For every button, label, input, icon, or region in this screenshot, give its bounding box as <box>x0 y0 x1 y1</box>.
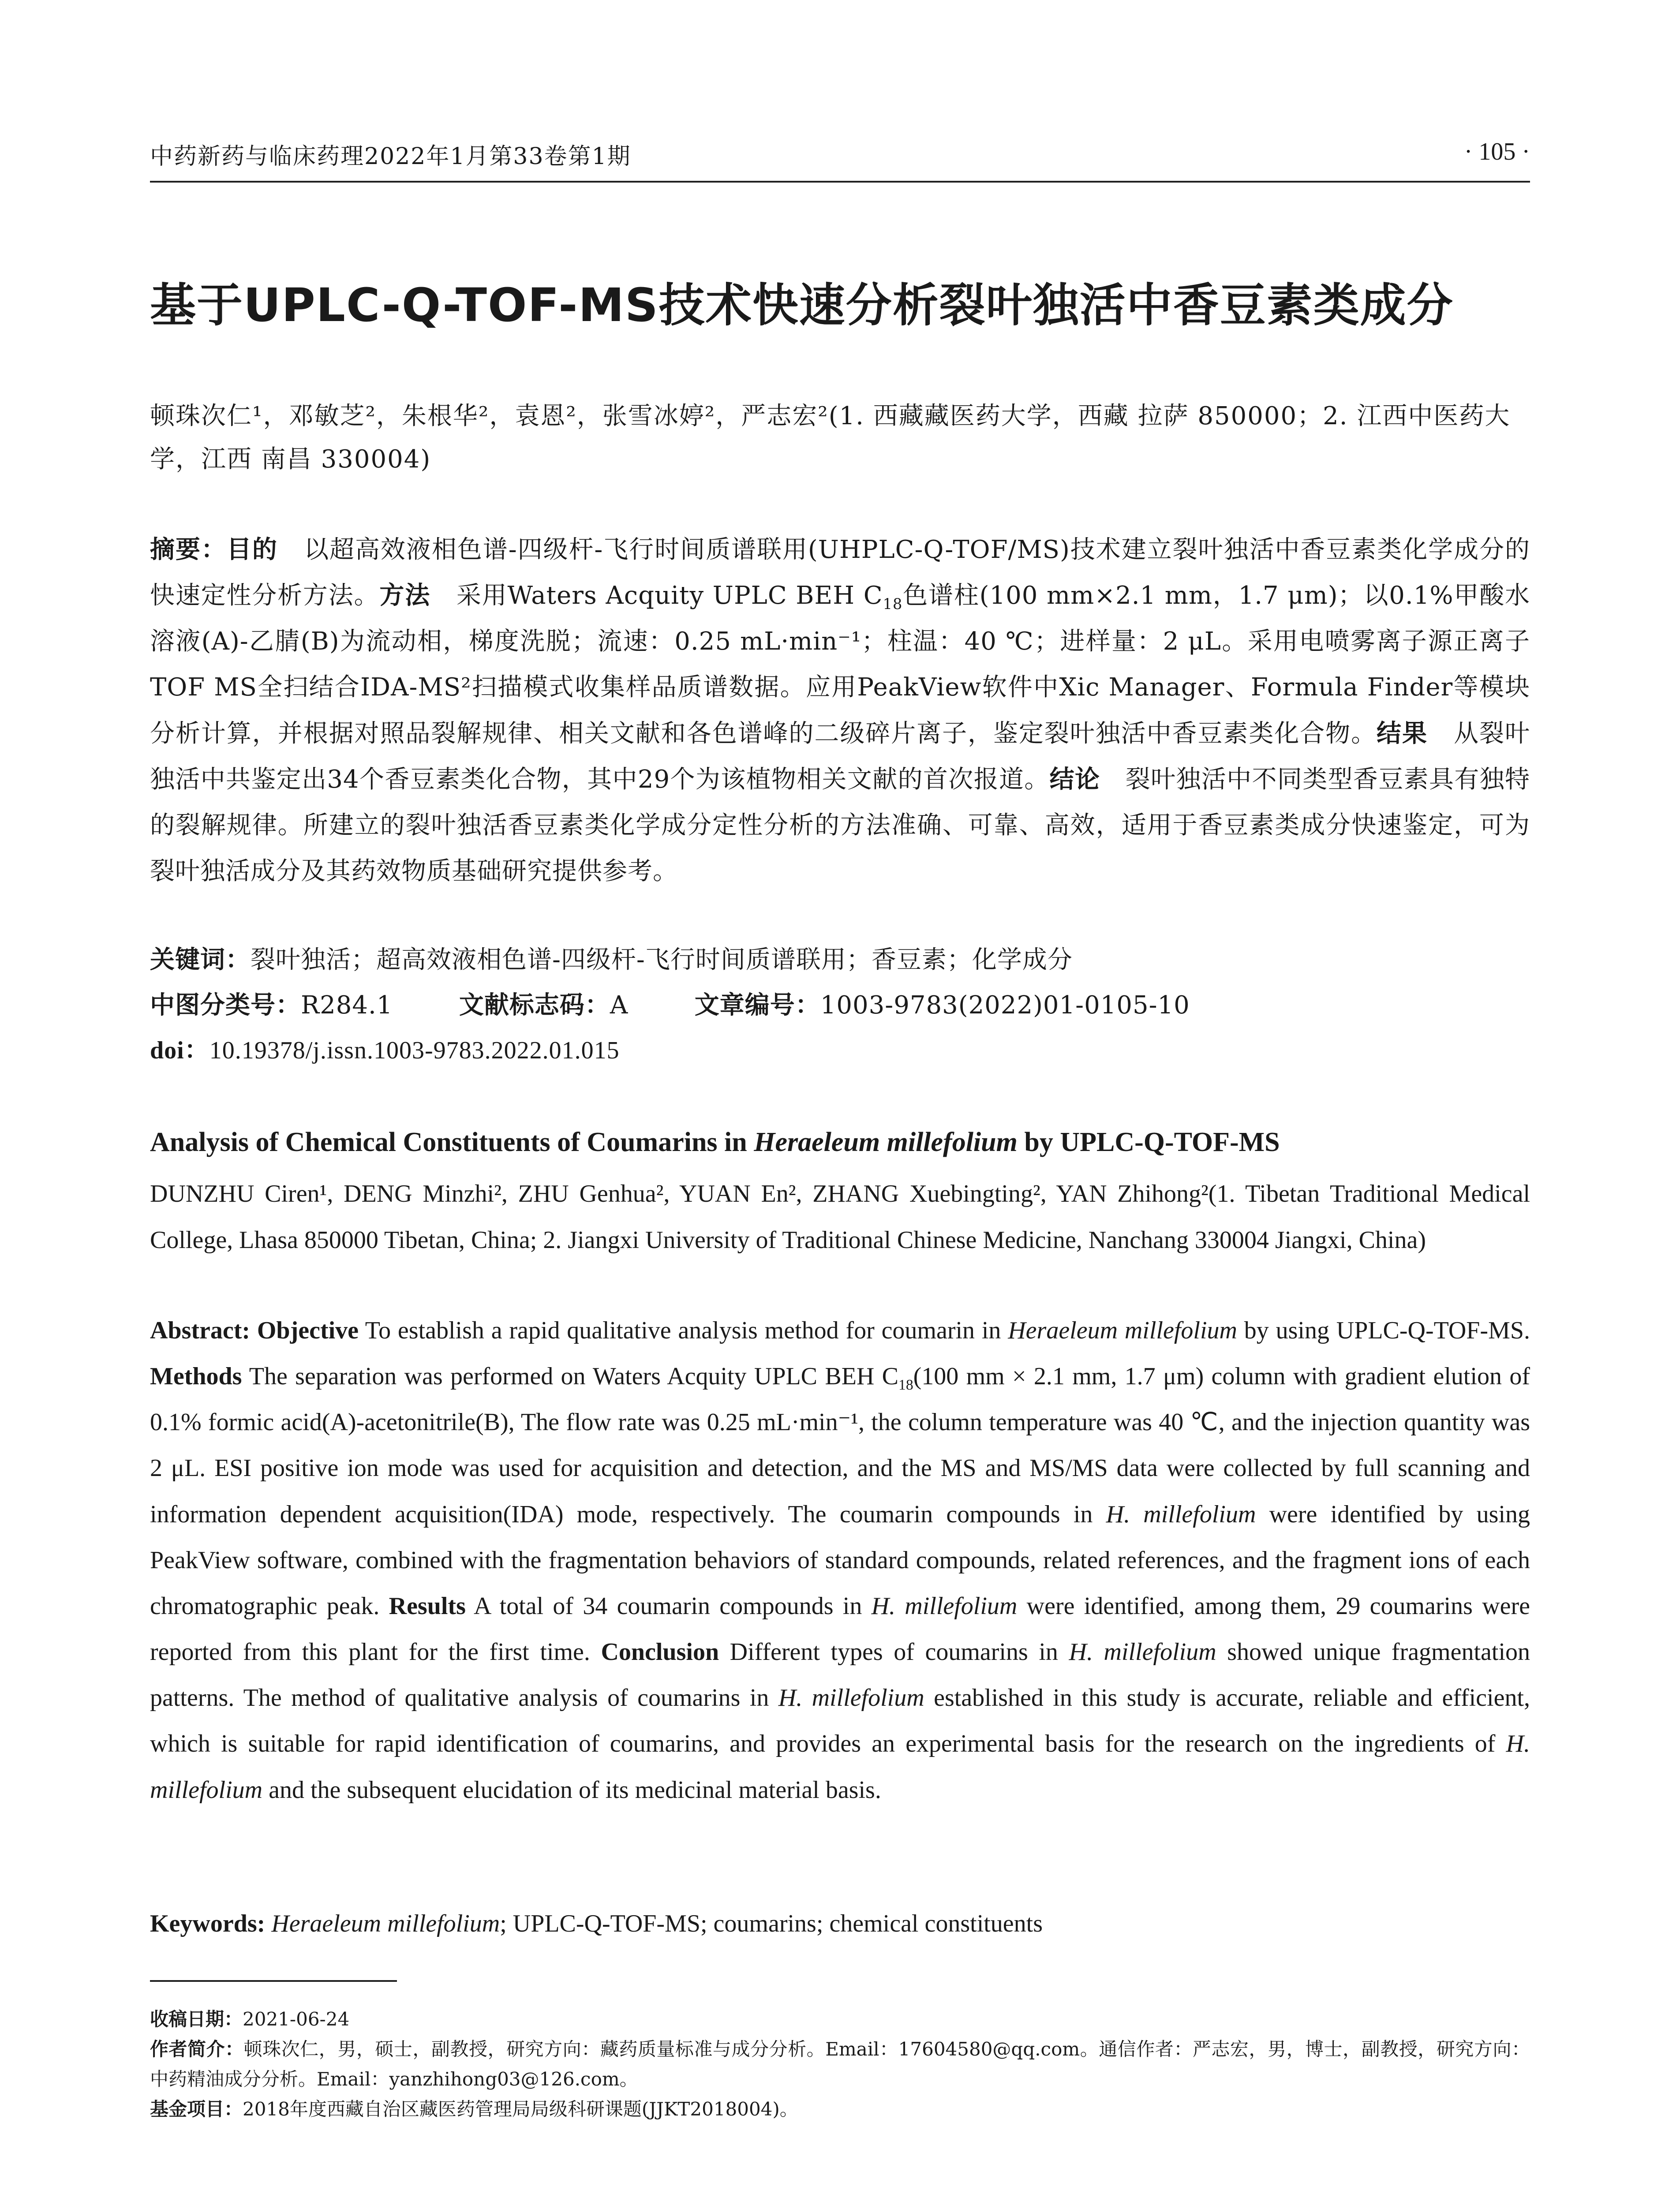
en-keywords-species: Heraeleum millefolium <box>271 1910 500 1937</box>
english-keywords <box>150 1910 1530 1938</box>
clc-value: R284.1 <box>301 991 393 1020</box>
en-keywords-label: Keywords: <box>150 1910 266 1937</box>
english-abstract <box>150 1308 1530 1813</box>
en-species-short-2: H. millefolium <box>871 1592 1018 1620</box>
author-bio-label: 作者简介： <box>150 2038 244 2060</box>
keywords-text: 裂叶独活；超高效液相色谱-四级杆-飞行时间质谱联用；香豆素；化学成分 <box>251 946 1073 974</box>
en-methods-3: were identified by using PeakView software, combined with the fragmentation behaviors of standard compounds, related references, and the fragment ions of each chromatographic peak. <box>150 1500 1530 1620</box>
clc-label: 中图分类号： <box>150 991 301 1020</box>
doi-value[interactable]: 10.19378/j.issn.1003-9783.2022.01.015 <box>209 1037 620 1064</box>
en-conclusion-4: and the subsequent elucidation of its medicinal material basis. <box>262 1776 881 1804</box>
keywords-cn <box>150 937 1530 983</box>
methods-subscript: 18 <box>883 595 903 613</box>
footnotes <box>150 2004 1530 2124</box>
en-conclusion-3: established in this study is accurate, reliable and efficient, which is suitable for rapid identification of coumarins, and provides an experimental basis for the research on the ingredients of <box>150 1684 1530 1758</box>
en-keywords-rest: ; UPLC-Q-TOF-MS; coumarins; chemical constituents <box>500 1910 1043 1937</box>
en-species-1: Heraeleum millefolium <box>1008 1317 1237 1344</box>
doi-label: doi： <box>150 1037 210 1064</box>
english-title-species: Heraeleum millefolium <box>754 1127 1018 1157</box>
paper-title: 基于UPLC-Q-TOF-MS技术快速分析裂叶独活中香豆素类成分 <box>150 278 1454 332</box>
english-title-pre: Analysis of Chemical Constituents of Coumarins in <box>150 1127 754 1157</box>
authors-cn: 顿珠次仁¹，邓敏芝²，朱根华²，袁恩²，张雪冰婷²，严志宏²(1. 西藏藏医药大学，西藏 拉萨 850000；2. 江西中医药大学，江西 南昌 330004) <box>150 402 1511 474</box>
classification-line <box>150 983 1530 1028</box>
abstract-label: 摘要： <box>150 535 227 564</box>
objective-text: 以超高效液相色谱-四级杆-飞行时间质谱联用(UHPLC-Q-TOF/MS)技术建立裂叶独活中香豆素类化学成分的快速定性分析方法。 <box>150 535 1530 610</box>
received-label: 收稿日期： <box>150 2008 243 2030</box>
en-objective-2: by using UPLC-Q-TOF-MS. <box>1237 1317 1530 1344</box>
fund-text: 2018年度西藏自治区藏医药管理局局级科研课题(JJKT2018004)。 <box>243 2098 798 2120</box>
en-conclusion-1: Different types of coumarins in <box>719 1638 1069 1666</box>
footnote-divider <box>150 1980 397 1982</box>
en-species-short-1: H. millefolium <box>1106 1500 1256 1528</box>
journal-name: 中药新药与临床药理2022年1月第33卷第1期 <box>150 143 631 170</box>
english-title <box>150 1127 1530 1158</box>
en-methods-1: The separation was performed on Waters Acquity UPLC BEH C <box>242 1363 899 1390</box>
conclusion-label: 结论 <box>1049 765 1100 794</box>
received-date: 2021-06-24 <box>243 2008 350 2030</box>
en-results-1: A total of 34 coumarin compounds in <box>465 1592 872 1620</box>
methods-text-2: 色谱柱(100 mm×2.1 mm，1.7 μm)；以0.1%甲酸水溶液(A)-乙腈(B)为流动相，梯度洗脱；流速：0.25 mL·min⁻¹；柱温：40 ℃；进样量：2 μL。采用电喷雾离子源正离子TOF MS全扫结合IDA-MS²扫描模式收集样品质谱数据。应用PeakView软件中Xic Manager、Formula Finder等模块分析计算，并根据对照品裂解规律、相关文献和各色谱峰的二级碎片离子，鉴定裂叶独活中香豆素类化合物。 <box>150 581 1530 748</box>
page-number: · 105 · <box>1464 138 1530 165</box>
fund-label: 基金项目： <box>150 2098 243 2120</box>
results-label: 结果 <box>1377 719 1428 748</box>
en-objective-label: Objective <box>257 1317 359 1344</box>
doc-code-value: A <box>610 991 629 1020</box>
methods-label: 方法 <box>379 581 431 610</box>
doi-line <box>150 1028 1530 1073</box>
en-species-short-3: H. millefolium <box>1069 1638 1216 1666</box>
en-results-2: were identified, among them, 29 coumarins were reported from this plant for the first time. <box>150 1592 1530 1666</box>
en-objective-1: To establish a rapid qualitative analysis method for coumarin in <box>359 1317 1008 1344</box>
en-conclusion-label: Conclusion <box>601 1638 719 1666</box>
en-methods-label: Methods <box>150 1363 242 1390</box>
article-no-value: 1003-9783(2022)01-0105-10 <box>820 991 1190 1020</box>
en-abstract-label: Abstract: <box>150 1317 251 1344</box>
abstract-cn <box>150 527 1530 894</box>
en-results-label: Results <box>389 1592 466 1620</box>
english-title-post: by UPLC-Q-TOF-MS <box>1017 1127 1280 1157</box>
footnote-fund <box>150 2094 1530 2124</box>
article-no-label: 文章编号： <box>694 991 820 1020</box>
footnote-author <box>150 2034 1530 2094</box>
methods-text-1: 采用Waters Acquity UPLC BEH C <box>456 581 883 610</box>
running-header <box>150 132 1530 183</box>
en-methods-2: (100 mm × 2.1 mm, 1.7 μm) column with gradient elution of 0.1% formic acid(A)-acetonitrile(B), The flow rate was 0.25 mL·min⁻¹, the column temperature was 40 ℃, and the injection quantity was 2 μL. ESI positive ion mode was used for acquisition and detection, and the MS and MS/MS data were collected by full scanning and information dependent acquisition(IDA) mode, respectively. The coumarin compounds in <box>150 1363 1530 1528</box>
en-species-short-4: H. millefolium <box>778 1684 924 1712</box>
en-species-short-5: H. millefolium <box>150 1730 1530 1804</box>
doc-code-label: 文献标志码： <box>459 991 610 1020</box>
author-bio-text: 顿珠次仁，男，硕士，副教授，研究方向：藏药质量标准与成分分析。Email：17604580@qq.com。通信作者：严志宏，男，博士，副教授，研究方向：中药精油成分分析。Email：yanzhihong03@126.com。 <box>150 2038 1530 2090</box>
en-methods-subscript: 18 <box>898 1377 913 1394</box>
english-authors: DUNZHU Ciren¹, DENG Minzhi², ZHU Genhua², YUAN En², ZHANG Xuebingting², YAN Zhihong²(1. Tibetan Traditional Medical College, Lhasa 850000 Tibetan, China; 2. Jiangxi University of Traditional Chinese Medicine, Nanchang 330004 Jiangxi, China) <box>150 1180 1530 1254</box>
keywords-label: 关键词： <box>150 946 251 974</box>
en-conclusion-2: showed unique fragmentation patterns. The method of qualitative analysis of coumarins in <box>150 1638 1530 1712</box>
conclusion-text: 裂叶独活中不同类型香豆素具有独特的裂解规律。所建立的裂叶独活香豆素类化学成分定性分析的方法准确、可靠、高效，适用于香豆素类成分快速鉴定，可为裂叶独活成分及其药效物质基础研究提供参考。 <box>150 765 1530 886</box>
footnote-received <box>150 2004 1530 2034</box>
objective-label: 目的 <box>226 535 278 564</box>
results-text: 从裂叶独活中共鉴定出34个香豆素类化合物，其中29个为该植物相关文献的首次报道。 <box>150 719 1530 794</box>
